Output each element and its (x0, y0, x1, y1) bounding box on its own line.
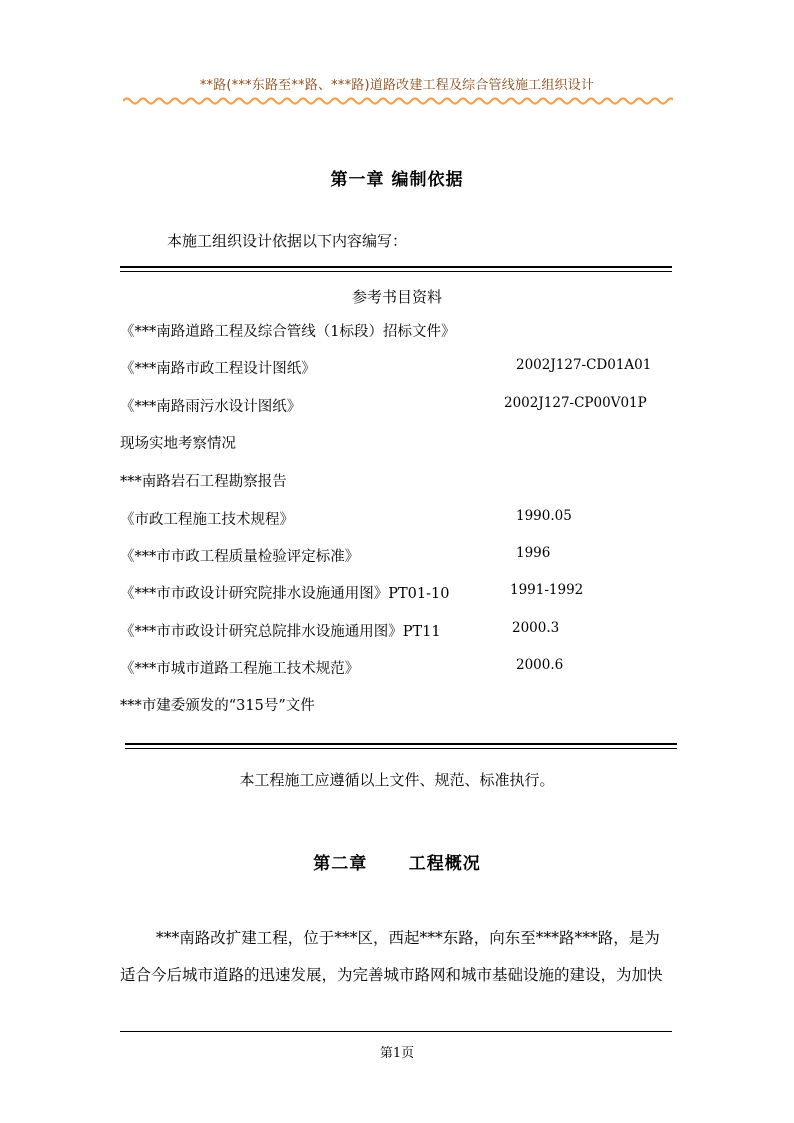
reference-code: 1991-1992 (510, 582, 584, 598)
table-bottom-rule-inner (125, 748, 677, 749)
footer-rule (120, 1031, 672, 1032)
reference-title: ***南路岩石工程勘察报告 (120, 474, 287, 490)
reference-title: 《***市市政设计研究院排水设施通用图》PT01-10 (120, 586, 450, 602)
chapter-1-intro: 本施工组织设计依据以下内容编写： (167, 232, 408, 250)
reference-item (120, 545, 680, 567)
reference-code: 1990.05 (516, 508, 572, 524)
reference-code: 2000.6 (516, 657, 564, 673)
table-top-rule (120, 266, 672, 268)
table-bottom-rule (125, 743, 677, 745)
reference-table-heading: 参考书目资料 (351, 288, 442, 306)
reference-title: ***市建委颁发的“315号”文件 (120, 698, 315, 714)
reference-item (120, 657, 680, 679)
reference-title: 《***市市政工程质量检验评定标准》 (120, 549, 360, 565)
reference-item (120, 432, 680, 454)
chapter-2-paragraph-line-1: ***南路改扩建工程，位于***区，西起***东路，向东至***路***路，是为 (156, 929, 660, 947)
reference-code: 1996 (516, 545, 551, 561)
reference-item (120, 395, 680, 417)
reference-item (120, 582, 680, 604)
reference-item (120, 470, 680, 492)
reference-title: 《***市城市道路工程施工技术规范》 (120, 661, 360, 677)
chapter-1-closing: 本工程施工应遵循以上文件、规范、标准执行。 (239, 771, 555, 789)
chapter-2-title: 第二章 工程概况 (313, 854, 481, 874)
reference-item (120, 357, 680, 379)
reference-item (120, 694, 680, 716)
reference-code: 2002J127-CP00V01P (504, 395, 647, 411)
header-wave-divider (123, 96, 673, 106)
reference-item (120, 620, 680, 642)
reference-title: 《***南路雨污水设计图纸》 (120, 399, 302, 415)
chapter-2-paragraph-line-2: 适合今后城市道路的迅速发展，为完善城市路网和城市基础设施的建设，为加快 (120, 966, 663, 984)
reference-title: 《***南路道路工程及综合管线（1标段）招标文件》 (120, 324, 456, 340)
page-number: 第1页 (379, 1046, 415, 1061)
reference-title: 现场实地考察情况 (120, 436, 236, 452)
reference-title: 《市政工程施工技术规程》 (120, 512, 294, 528)
reference-title: 《***南路市政工程设计图纸》 (120, 361, 316, 377)
reference-title: 《***市市政设计研究总院排水设施通用图》PT11 (120, 624, 441, 640)
chapter-1-title: 第一章 编制依据 (330, 170, 464, 190)
reference-item (120, 508, 680, 530)
reference-code: 2002J127-CD01A01 (516, 357, 652, 373)
reference-item (120, 320, 680, 342)
document-header-title: **路(***东路至**路、***路)道路改建工程及综合管线施工组织设计 (199, 78, 595, 93)
table-top-rule-inner (120, 271, 672, 272)
reference-code: 2000.3 (512, 620, 560, 636)
